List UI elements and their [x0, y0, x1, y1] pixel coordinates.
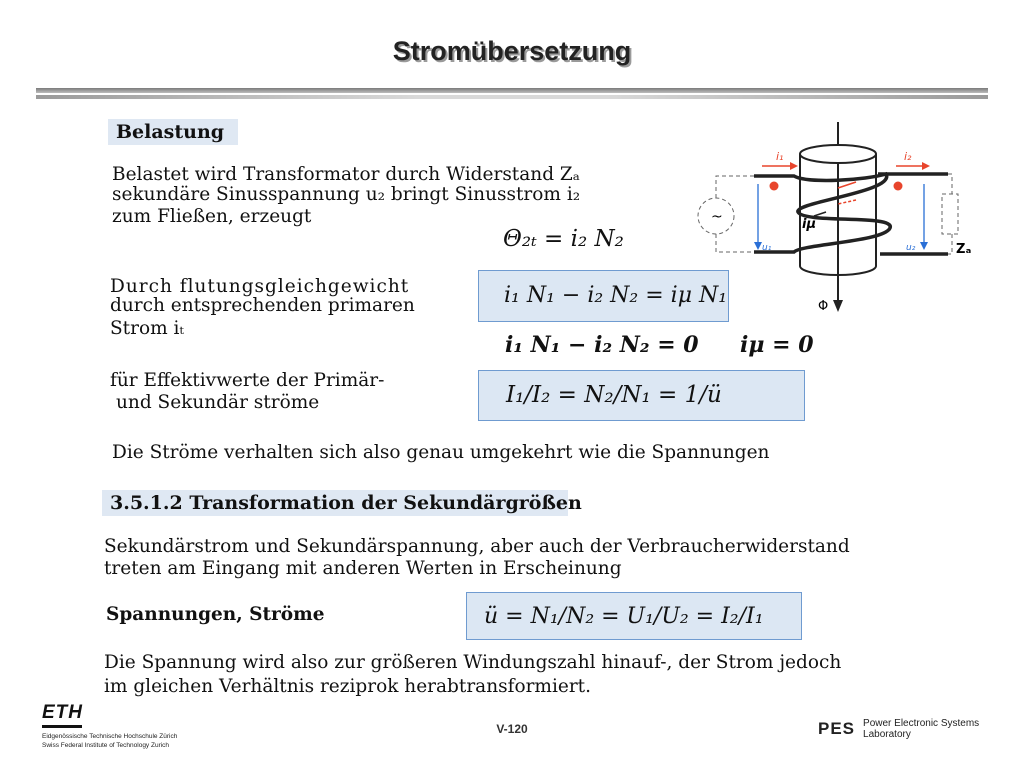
page-number: V-120 [496, 722, 528, 736]
belastung-line-1: Belastet wird Transformator durch Widerstand Zₐ [112, 164, 580, 185]
primary-dashed-top [716, 176, 754, 198]
page-title: Stromübersetzung [392, 36, 632, 66]
i1-label: i₁ [776, 150, 784, 163]
equation-current-ratio: I₁/I₂ = N₂/N₁ = 1/ü [506, 382, 722, 408]
flux-arrow-icon [833, 300, 843, 312]
u1-label: u₁ [762, 243, 772, 253]
u1-arrowhead-icon [754, 242, 762, 250]
polarity-dot-primary [770, 182, 779, 191]
belastung-line-3: zum Fließen, erzeugt [112, 206, 312, 227]
imu-label: iμ [802, 217, 817, 232]
eth-name-german: Eidgenössische Technische Hochschule Zürich [42, 733, 178, 740]
pes-footer [818, 718, 979, 740]
summary-currents: Die Ströme verhalten sich also genau umgekehrt wie die Spannungen [112, 442, 770, 463]
pes-line-2: Laboratory [863, 729, 911, 740]
transformation-line-2: treten am Eingang mit anderen Werten in Erscheinung [104, 558, 622, 579]
load-resistor-icon [942, 194, 958, 234]
flux-paragraph-line-1: Durch flutungsgleichgewicht [110, 276, 410, 297]
primary-dashed-bottom [716, 234, 754, 252]
polarity-dot-secondary [894, 182, 903, 191]
flux-label: Φ [818, 299, 829, 314]
load-dashed-bottom [948, 234, 952, 254]
effective-values-line-1: für Effektivwerte der Primär- [110, 370, 385, 391]
pes-line-1: Power Electronic Systems [863, 718, 980, 729]
ac-source-symbol: ~ [711, 209, 723, 225]
conclusion-line-2: im gleichen Verhältnis reziprok herabtransformiert. [104, 676, 591, 697]
pes-lab-name [863, 718, 979, 740]
flux-paragraph-line-2: durch entsprechenden primaren [110, 295, 415, 316]
u2-label: u₂ [906, 243, 916, 253]
flux-current-arrow-icon [838, 182, 856, 188]
title-divider [36, 88, 988, 93]
section-heading-transformation: 3.5.1.2 Transformation der Sekundärgrößen [102, 490, 568, 516]
pes-logo: PES [818, 719, 856, 738]
core-top [800, 145, 876, 163]
flux-current-dashed-arrow-icon [838, 200, 856, 204]
u2-arrowhead-icon [920, 242, 928, 250]
section-heading-belastung: Belastung [108, 119, 238, 145]
i2-arrowhead-icon [922, 162, 930, 170]
eth-name-english: Swiss Federal Institute of Technology Zurich [42, 742, 170, 749]
equation-transfer-ratio: ü = N₁/N₂ = U₁/U₂ = I₂/I₁ [484, 604, 764, 629]
belastung-line-2: sekundäre Sinusspannung u₂ bringt Sinusstrom i₂ [112, 184, 581, 205]
equation-flux-balance: i₁ N₁ − i₂ N₂ = iμ N₁ [504, 283, 728, 308]
conclusion-line-1: Die Spannung wird also zur größeren Windungszahl hinauf-, der Strom jedoch [104, 652, 842, 673]
i2-label: i₂ [904, 150, 912, 163]
imu-arrow-icon [814, 212, 826, 216]
flux-paragraph-line-3: Strom iₜ [110, 318, 184, 339]
eth-logo: ETH [42, 702, 83, 723]
equation-theta: Θ₂ₜ = i₂ N₂ [503, 226, 624, 252]
transformer-diagram [690, 118, 990, 318]
load-label: Zₐ [956, 242, 972, 257]
transformation-line-1: Sekundärstrom und Sekundärspannung, aber auch der Verbraucherwiderstand [104, 536, 850, 557]
load-dashed-top [948, 174, 952, 194]
title-divider-secondary [36, 95, 988, 99]
effective-values-line-2: und Sekundär ströme [116, 392, 320, 413]
equation-imu-zero: iμ = 0 [740, 332, 814, 358]
label-spannungen-stroeme: Spannungen, Ströme [106, 604, 325, 625]
i1-arrowhead-icon [790, 162, 798, 170]
equation-flux-zero: i₁ N₁ − i₂ N₂ = 0 [505, 332, 699, 358]
